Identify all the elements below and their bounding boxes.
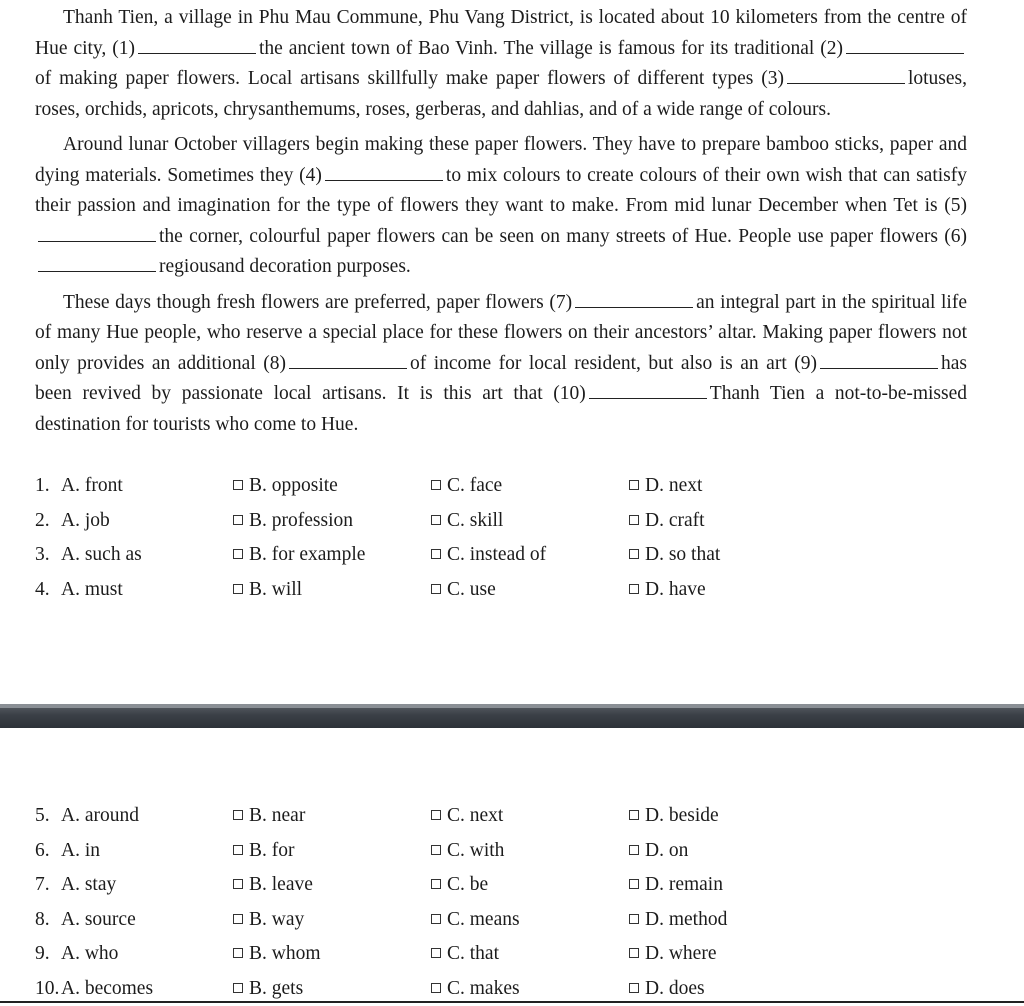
- option-label: B. leave: [249, 874, 313, 895]
- option-b[interactable]: [233, 903, 304, 938]
- question-number: 9.: [35, 937, 50, 972]
- option-label: B. whom: [249, 943, 321, 964]
- option-label: C. makes: [447, 978, 520, 999]
- text: of income for local resident, but also is an art (9): [410, 353, 817, 374]
- checkbox-icon: [431, 948, 441, 958]
- question-row-9: [35, 937, 935, 972]
- checkbox-icon: [629, 983, 639, 993]
- paragraph-1: [35, 3, 967, 125]
- checkbox-icon: [629, 914, 639, 924]
- option-d[interactable]: [629, 799, 719, 834]
- option-label: D. on: [645, 840, 688, 861]
- reading-passage: [35, 3, 967, 445]
- text: These days though fresh flowers are preferred, paper flowers (7): [63, 292, 572, 313]
- checkbox-icon: [233, 584, 243, 594]
- text: Thanh Tien, a village in Phu Mau Commune, Phu Vang District, is located about 10 kilometers from the centre of Hue city, (1): [35, 7, 967, 59]
- blank-10: [589, 383, 707, 399]
- blank-9: [820, 353, 938, 369]
- option-label: B. will: [249, 579, 302, 600]
- option-label: D. craft: [645, 510, 705, 531]
- option-a: A. in: [61, 834, 100, 869]
- option-label: D. next: [645, 475, 702, 496]
- option-a: A. such as: [61, 538, 142, 573]
- option-label: C. skill: [447, 510, 503, 531]
- option-b[interactable]: [233, 538, 365, 573]
- text: the corner, colourful paper flowers can be seen on many streets of Hue. People use paper flowers (6): [159, 226, 967, 247]
- page-divider: [0, 704, 1024, 728]
- option-c[interactable]: [431, 903, 520, 938]
- option-label: D. method: [645, 909, 727, 930]
- option-label: C. that: [447, 943, 499, 964]
- option-c[interactable]: [431, 799, 503, 834]
- option-label: B. for example: [249, 544, 365, 565]
- checkbox-icon: [233, 914, 243, 924]
- option-c[interactable]: [431, 868, 488, 903]
- blank-6: [38, 256, 156, 272]
- checkbox-icon: [233, 948, 243, 958]
- option-b[interactable]: [233, 868, 313, 903]
- blank-3: [787, 68, 905, 84]
- option-a: A. who: [61, 937, 118, 972]
- question-row-3: [35, 538, 935, 573]
- checkbox-icon: [629, 515, 639, 525]
- checkbox-icon: [431, 480, 441, 490]
- checkbox-icon: [431, 845, 441, 855]
- question-list-bottom: [35, 799, 935, 1006]
- blank-5: [38, 226, 156, 242]
- text: has been revived by passionate local artisans. It is this art that (10): [35, 353, 967, 405]
- option-label: B. near: [249, 805, 305, 826]
- option-a: A. around: [61, 799, 139, 834]
- question-row-5: [35, 799, 935, 834]
- option-a: A. front: [61, 469, 123, 504]
- checkbox-icon: [629, 480, 639, 490]
- option-d[interactable]: [629, 538, 720, 573]
- option-a: A. becomes: [61, 972, 153, 1006]
- option-d[interactable]: [629, 504, 705, 539]
- option-d[interactable]: [629, 469, 702, 504]
- text: an integral part in the spiritual life of many Hue people, who reserve a special place for these flowers on their ancestors’ altar. Making paper flowers not only provides an additional (8): [35, 292, 967, 374]
- option-label: B. opposite: [249, 475, 338, 496]
- blank-8: [289, 353, 407, 369]
- blank-4: [325, 165, 443, 181]
- option-b[interactable]: [233, 504, 353, 539]
- option-b[interactable]: [233, 469, 338, 504]
- option-c[interactable]: [431, 538, 546, 573]
- option-label: D. where: [645, 943, 716, 964]
- text: Around lunar October villagers begin making these paper flowers. They have to prepare bamboo sticks, paper and dying materials. Sometimes they (4): [35, 134, 967, 186]
- question-number: 8.: [35, 903, 50, 938]
- option-label: C. instead of: [447, 544, 546, 565]
- option-label: D. beside: [645, 805, 719, 826]
- text: regiousand decoration purposes.: [159, 256, 411, 277]
- option-c[interactable]: [431, 937, 499, 972]
- checkbox-icon: [431, 515, 441, 525]
- option-label: C. be: [447, 874, 488, 895]
- question-number: 1.: [35, 469, 50, 504]
- option-d[interactable]: [629, 834, 688, 869]
- option-c[interactable]: [431, 573, 496, 608]
- paragraph-2: [35, 130, 967, 283]
- option-b[interactable]: [233, 937, 321, 972]
- text: Thanh Tien a not-to-be-missed destination for tourists who come to Hue.: [35, 383, 967, 435]
- option-label: D. does: [645, 978, 705, 999]
- option-label: D. so that: [645, 544, 720, 565]
- question-number: 7.: [35, 868, 50, 903]
- blank-1: [138, 38, 256, 54]
- question-row-4: [35, 573, 935, 608]
- option-c[interactable]: [431, 834, 504, 869]
- checkbox-icon: [629, 810, 639, 820]
- option-b[interactable]: [233, 799, 305, 834]
- option-a: A. must: [61, 573, 123, 608]
- text: lotuses, roses, orchids, apricots, chrysanthemums, roses, gerberas, and dahlias, and of a wide range of colours.: [35, 68, 967, 120]
- option-label: B. way: [249, 909, 304, 930]
- checkbox-icon: [431, 914, 441, 924]
- question-list-top: [35, 469, 935, 607]
- option-a: A. stay: [61, 868, 116, 903]
- option-d[interactable]: [629, 937, 716, 972]
- option-b[interactable]: [233, 573, 302, 608]
- option-b[interactable]: [233, 834, 295, 869]
- checkbox-icon: [431, 549, 441, 559]
- blank-7: [575, 292, 693, 308]
- paragraph-3: [35, 288, 967, 441]
- option-c[interactable]: [431, 504, 503, 539]
- checkbox-icon: [629, 948, 639, 958]
- checkbox-icon: [431, 983, 441, 993]
- option-a: A. source: [61, 903, 136, 938]
- question-row-7: [35, 868, 935, 903]
- option-label: C. use: [447, 579, 496, 600]
- option-label: B. gets: [249, 978, 303, 999]
- checkbox-icon: [233, 515, 243, 525]
- checkbox-icon: [629, 584, 639, 594]
- question-number: 4.: [35, 573, 50, 608]
- option-d[interactable]: [629, 868, 723, 903]
- blank-2: [846, 38, 964, 54]
- checkbox-icon: [629, 845, 639, 855]
- question-number: 5.: [35, 799, 50, 834]
- question-row-1: [35, 469, 935, 504]
- option-label: C. next: [447, 805, 503, 826]
- text: of making paper flowers. Local artisans skillfully make paper flowers of different types (3): [35, 68, 784, 89]
- option-d[interactable]: [629, 903, 727, 938]
- checkbox-icon: [431, 810, 441, 820]
- question-number: 2.: [35, 504, 50, 539]
- question-row-8: [35, 903, 935, 938]
- option-label: C. with: [447, 840, 504, 861]
- checkbox-icon: [233, 549, 243, 559]
- option-a: A. job: [61, 504, 110, 539]
- checkbox-icon: [233, 810, 243, 820]
- checkbox-icon: [233, 879, 243, 889]
- checkbox-icon: [431, 584, 441, 594]
- question-number: 3.: [35, 538, 50, 573]
- checkbox-icon: [629, 879, 639, 889]
- option-label: B. for: [249, 840, 295, 861]
- text: the ancient town of Bao Vinh. The village is famous for its traditional (2): [259, 38, 843, 59]
- option-label: C. face: [447, 475, 502, 496]
- question-number: 6.: [35, 834, 50, 869]
- option-label: D. remain: [645, 874, 723, 895]
- question-number: 10.: [35, 972, 59, 1006]
- question-row-6: [35, 834, 935, 869]
- option-label: D. have: [645, 579, 706, 600]
- checkbox-icon: [233, 480, 243, 490]
- checkbox-icon: [233, 845, 243, 855]
- checkbox-icon: [431, 879, 441, 889]
- option-label: B. profession: [249, 510, 353, 531]
- checkbox-icon: [233, 983, 243, 993]
- question-row-2: [35, 504, 935, 539]
- checkbox-icon: [629, 549, 639, 559]
- option-d[interactable]: [629, 573, 706, 608]
- text: to mix colours to create colours of their own wish that can satisfy their passion and imagination for the type of flowers they want to make. From mid lunar December when Tet is (5): [35, 165, 967, 217]
- option-label: C. means: [447, 909, 520, 930]
- option-c[interactable]: [431, 469, 502, 504]
